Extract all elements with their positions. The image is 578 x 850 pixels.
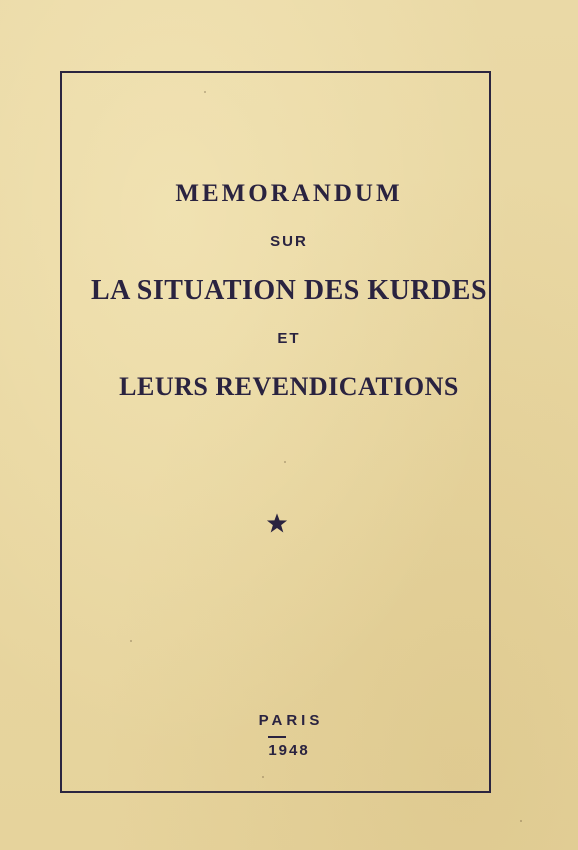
publication-year: 1948 [268, 742, 310, 759]
publication-city: PARIS [258, 712, 324, 729]
connector-sur: SUR [270, 233, 308, 250]
paper-speck [130, 640, 132, 642]
connector-et: ET [277, 330, 301, 347]
subtitle-line-2: LEURS REVENDICATIONS [119, 372, 459, 401]
separator-dash [268, 736, 286, 738]
paper-speck [284, 461, 286, 463]
paper-speck [204, 91, 206, 93]
star-icon [266, 512, 288, 534]
paper-speck [262, 776, 264, 778]
paper-speck [520, 820, 522, 822]
subtitle-line-1: LA SITUATION DES KURDES [90, 275, 488, 306]
cover-title: MEMORANDUM [175, 180, 403, 207]
